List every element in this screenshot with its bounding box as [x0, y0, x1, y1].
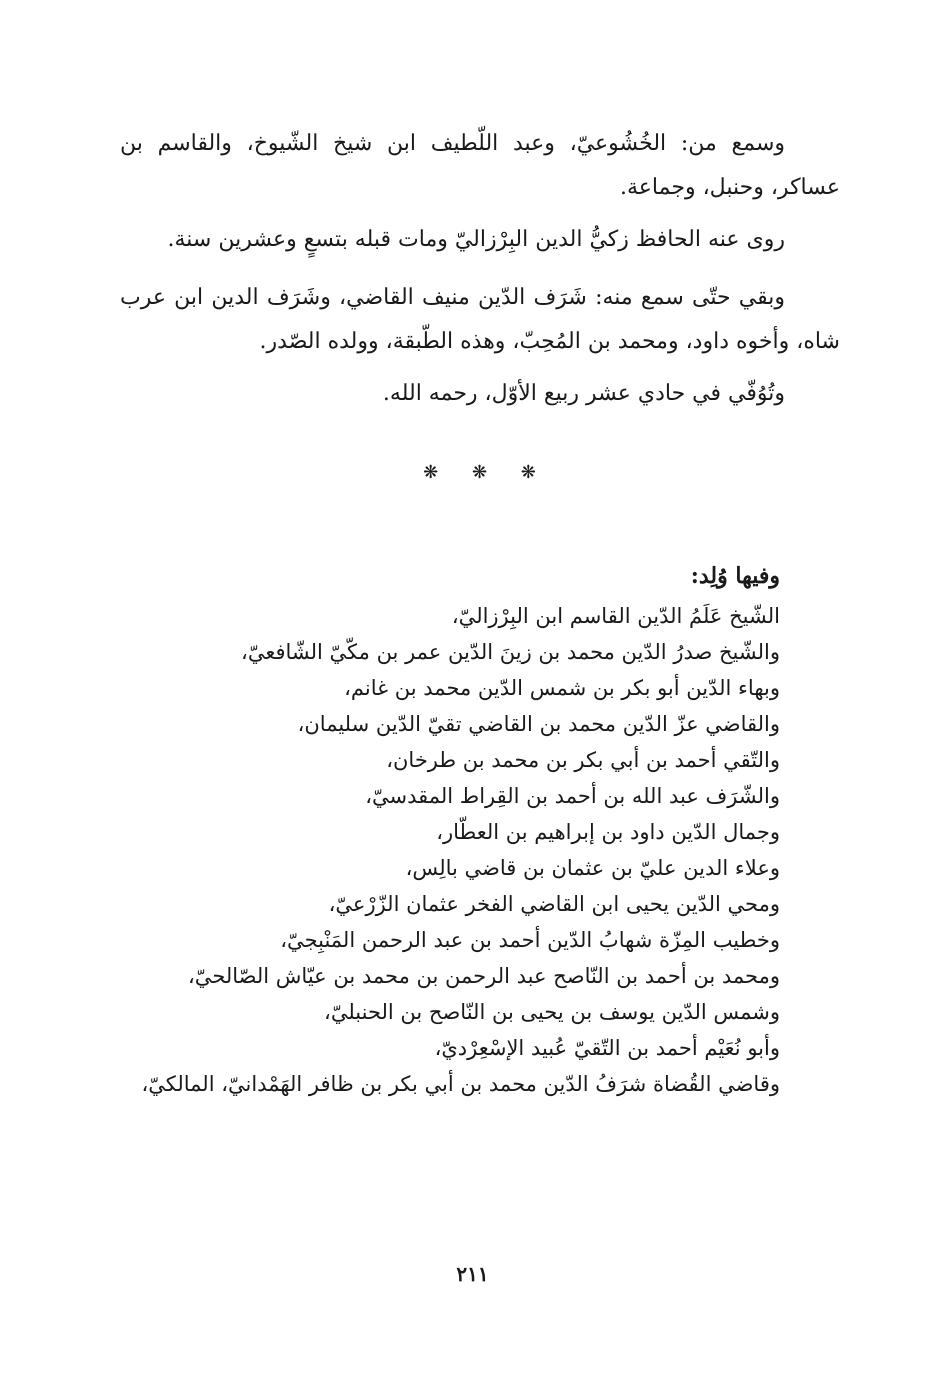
section-heading: وفيها وُلِد: — [690, 563, 780, 589]
list-item: ومحمد بن أحمد بن النّاصح عبد الرحمن بن محمد بن عيّاش الصّالحيّ، — [188, 964, 780, 988]
list-item: وشمس الدّين يوسف بن يحيى بن النّاصح بن الحنبليّ، — [324, 1000, 780, 1024]
list-item: والقاضي عزّ الدّين محمد بن القاضي تقيّ الدّين سليمان، — [297, 712, 780, 736]
list-item: ومحي الدّين يحيى ابن القاضي الفخر عثمان الزّرْعيّ، — [328, 892, 780, 916]
section-separator: ❋ ❋ ❋ — [423, 462, 550, 483]
paragraph-death: وتُوُفّي في حادي عشر ربيع الأوّل، رحمه الله. — [382, 381, 785, 406]
paragraph-students: وبقي حتّى سمع منه: شَرَف الدّين منيف القاضي، وشَرَف الدين ابن عرب شاه، وأخوه داود، ومحمد بن المُحِبّ، وهذه الطّبقة، وولده الصّدر. — [120, 285, 840, 354]
list-item: وقاضي القُضاة شرَفُ الدّين محمد بن أبي بكر بن ظافر الهَمْدانيّ، المالكيّ، — [141, 1072, 780, 1096]
list-item: وجمال الدّين داود بن إبراهيم بن العطّار، — [436, 820, 780, 844]
page-number: ٢١١ — [456, 1262, 489, 1286]
births-list — [100, 598, 780, 1102]
list-item: والتّقي أحمد بن أبي بكر بن محمد بن طرخان، — [386, 748, 780, 772]
list-item: وبهاء الدّين أبو بكر بن شمس الدّين محمد بن غانم، — [344, 676, 780, 700]
list-item: والشّرَف عبد الله بن أحمد بن القِراط المقدسيّ، — [365, 784, 780, 808]
list-item: والشّيخ صدرُ الدّين محمد بن زينَ الدّين عمر بن مكّيّ الشّافعيّ، — [241, 640, 780, 664]
list-item: وأبو نُعَيْم أحمد بن التّقيّ عُبيد الإسْعِرْديّ، — [434, 1036, 780, 1060]
paragraph-narrators: روى عنه الحافظ زكيُّ الدين البِرْزاليّ ومات قبله بتسعٍ وعشرين سنة. — [167, 227, 785, 252]
list-item: وخطيب المِزّة شهابُ الدّين أحمد بن عبد الرحمن المَنْبِجيّ، — [280, 928, 780, 952]
paragraph-teachers: وسمع من: الخُشُوعيّ، وعبد اللّطيف ابن شيخ الشّيوخ، والقاسم بن عساكر، وحنبل، وجماعة. — [120, 131, 840, 200]
list-item: الشّيخ عَلَمُ الدّين القاسم ابن البِرْزاليّ، — [451, 604, 780, 628]
list-item: وعلاء الدين عليّ بن عثمان بن قاضي بالِس، — [405, 856, 780, 880]
